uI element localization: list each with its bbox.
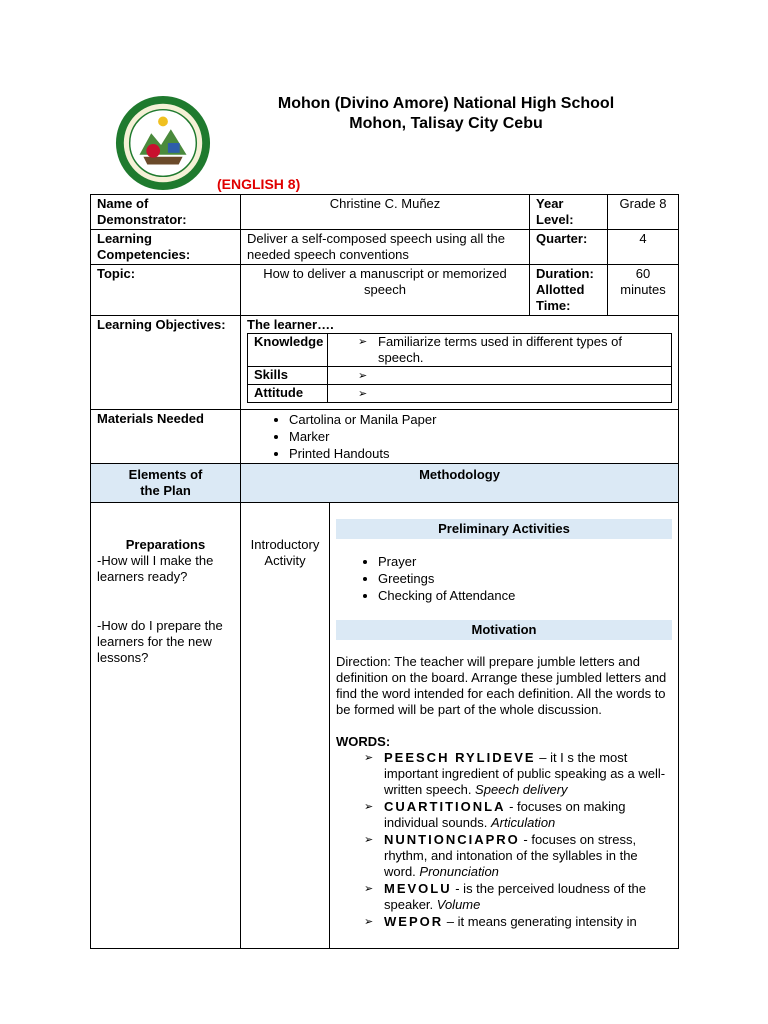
list-item [336,881,672,913]
list-item: • Printed Handouts [289,445,672,462]
objective-domain: Knowledge [248,334,328,367]
lesson-plan-table [90,194,679,949]
word-definition: - focuses on making individual sounds. [384,799,626,830]
objective-text: Familiarize terms used in different types of speech. [378,334,622,365]
topic-value: How to deliver a manuscript or memorized speech [241,265,530,316]
school-name: Mohon (Divino Amore) National High School [277,95,615,112]
word-answer: Volume [436,897,481,912]
competencies-value: Deliver a self-composed speech using all the needed speech conventions [241,230,530,265]
duration-label: Duration: Allotted Time: [530,265,608,316]
words-list [336,750,672,930]
arrow-bullet-icon: ➢ [364,801,374,813]
jumbled-word: MEVOLU [384,881,452,896]
arrow-bullet-icon: ➢ [358,336,368,348]
year-level-value: Grade 8 [608,195,679,230]
arrow-bullet-icon: ➢ [364,752,374,764]
list-item [336,799,672,831]
word-answer: Pronunciation [419,864,499,879]
duration-value: 60 minutes [608,265,679,316]
arrow-bullet-icon: ➢ [364,834,374,846]
introductory-activity: Introductory Activity [241,503,330,949]
motivation-direction: Direction: The teacher will prepare jumble letters and definition on the board. Arrange these jumbled letters and find the word intended for each definition. All the words to be formed will be part of the whole discussion. [336,654,667,717]
quarter-label: Quarter: [530,230,608,265]
jumbled-word: NUNTIONCIAPRO [384,832,520,847]
preparations-question-1: -How will I make the learners ready? [97,553,214,584]
preparations-title: Preparations [125,537,206,552]
jumbled-word: WEPOR [384,914,444,929]
school-seal-icon [114,94,212,192]
subject-label: (ENGLISH 8) [217,176,301,192]
school-address: Mohon, Talisay City Cebu [349,115,543,132]
objectives-label: Learning Objectives: [91,316,241,410]
arrow-bullet-icon: ➢ [358,370,368,382]
methodology-header: Methodology [241,464,679,503]
list-item: • Prayer [378,553,672,570]
arrow-bullet-icon: ➢ [364,916,374,928]
words-label: WORDS: [336,734,391,749]
quarter-value: 4 [608,230,679,265]
demonstrator-value: Christine C. Muñez [241,195,530,230]
demonstrator-label: Name of Demonstrator: [91,195,241,230]
word-definition: – it I s the most important ingredient of public speaking as a well-written speech. [384,750,666,797]
preparations-question-2: -How do I prepare the learners for the new lessons? [97,618,223,665]
list-item: • Cartolina or Manila Paper [289,411,672,428]
jumbled-word: PEESCH RYLIDEVE [384,750,536,765]
elements-header: Elements of the Plan [91,464,241,503]
arrow-bullet-icon: ➢ [358,388,368,400]
list-item: • Marker [289,428,672,445]
objective-domain: Skills [248,367,328,385]
year-level-label: Year Level: [530,195,608,230]
word-answer: Articulation [490,815,556,830]
objectives-table [247,333,672,403]
list-item [336,832,672,880]
word-definition: – it means generating intensity in [443,914,637,929]
competencies-label: Learning Competencies: [91,230,241,265]
arrow-bullet-icon: ➢ [364,883,374,895]
materials-list [247,411,672,462]
list-item: • Greetings [378,570,672,587]
list-item [336,914,672,930]
objective-domain: Attitude [248,385,328,403]
preliminary-list [336,553,672,604]
word-definition: - focuses on stress, rhythm, and intonation of the syllables in the word. [384,832,638,879]
school-heading [226,94,666,134]
preliminary-title: Preliminary Activities [336,519,672,539]
jumbled-word: CUARTITIONLA [384,799,506,814]
motivation-title: Motivation [336,620,672,640]
word-answer: Speech delivery [475,782,568,797]
materials-label: Materials Needed [91,410,241,464]
word-definition: - is the perceived loudness of the speaker. [384,881,647,912]
topic-label: Topic: [91,265,241,316]
list-item [336,750,672,798]
list-item: • Checking of Attendance [378,587,672,604]
objectives-intro: The learner…. [247,317,334,332]
